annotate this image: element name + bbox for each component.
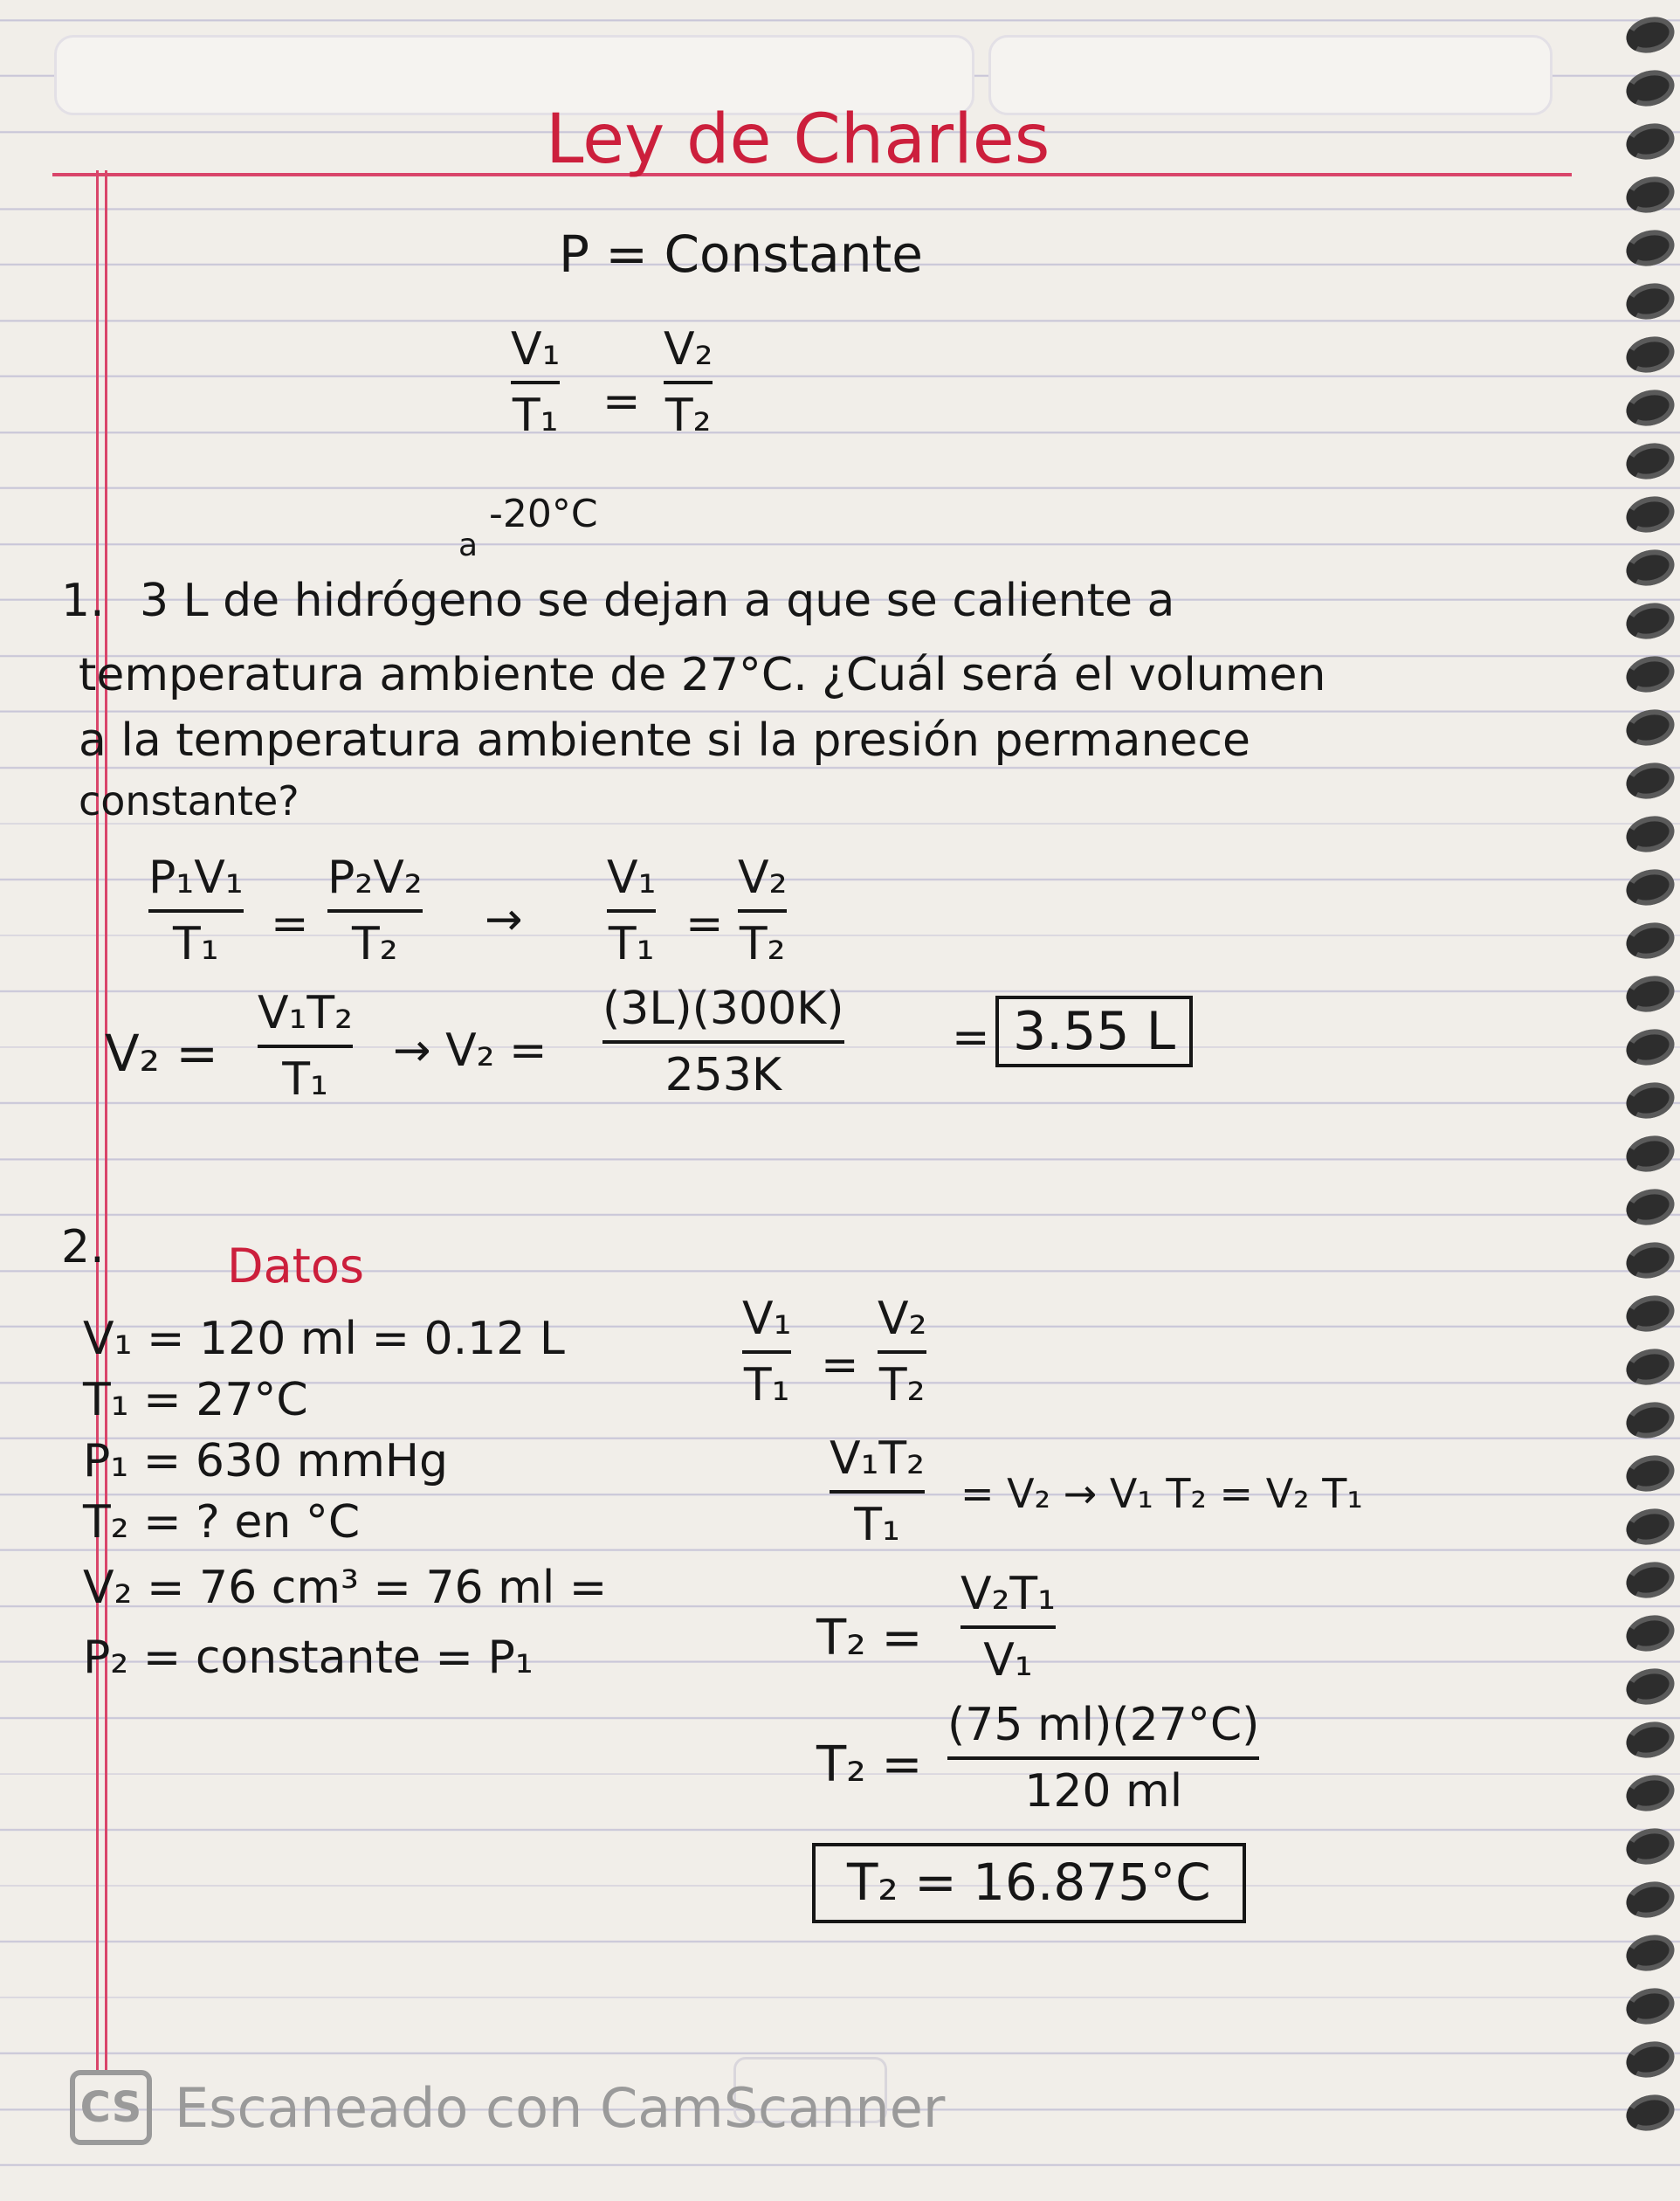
p1-eq1-arrow: → — [485, 894, 523, 946]
spiral-binding — [1628, 17, 1680, 2184]
p2-t2-den: V₁ — [983, 1634, 1033, 1687]
data-item-t2: T₂ = ? en °C — [83, 1496, 361, 1549]
p1-eq1-right-num2: V₂ — [738, 852, 788, 904]
p2-t2-frac — [960, 1568, 1056, 1687]
spiral-ring — [1622, 1183, 1678, 1230]
annotation-temp: -20°C — [489, 492, 598, 536]
spiral-ring — [1622, 1290, 1678, 1336]
p1-v2-num: V₁T₂ — [258, 987, 354, 1039]
spiral-ring — [1622, 970, 1678, 1017]
law-t2: T₂ — [664, 390, 712, 442]
p1-eq1-mid — [327, 852, 423, 970]
data-item-v2: V₂ = 76 cm³ = 76 ml = — [83, 1562, 608, 1614]
problem1-line4: constante? — [79, 777, 300, 825]
frac-bar — [947, 1756, 1259, 1760]
p2-f2-frac — [830, 1432, 925, 1551]
page-title: Ley de Charles — [546, 100, 1050, 179]
p1-eq1-equals-2: = — [685, 898, 724, 950]
p2-f1-equals: = — [821, 1339, 859, 1391]
spiral-ring — [1622, 1876, 1678, 1922]
law-condition: P = Constante — [559, 224, 923, 284]
p2-f1-left — [742, 1293, 791, 1411]
margin-line-2 — [96, 170, 99, 2074]
spiral-ring — [1622, 1556, 1678, 1603]
spiral-ring — [1622, 704, 1678, 750]
frac-bar — [258, 1045, 353, 1048]
spiral-ring — [1622, 1929, 1678, 1976]
frac-bar — [607, 909, 656, 913]
spiral-ring — [1622, 171, 1678, 217]
law-v2: V₂ — [664, 323, 713, 376]
spiral-ring — [1622, 224, 1678, 271]
spiral-ring — [1622, 1077, 1678, 1123]
data-item-t1: T₁ = 27°C — [83, 1374, 308, 1426]
data-item-p1: P₁ = 630 mmHg — [83, 1435, 449, 1487]
spiral-ring — [1622, 2036, 1678, 2082]
spiral-ring — [1622, 1343, 1678, 1390]
p1-eq1-right-num1: V₁ — [607, 852, 657, 904]
law-frac-left — [511, 323, 560, 442]
frac-bar — [830, 1490, 925, 1494]
p1-eq1-right2 — [738, 852, 787, 970]
p1-v2-sub-num: (3L)(300K) — [602, 983, 844, 1035]
p1-eq1-right-den2: T₂ — [739, 918, 786, 970]
p2-f1-right — [878, 1293, 926, 1411]
p2-result-box: T₂ = 16.875°C — [812, 1843, 1246, 1923]
frac-bar — [960, 1625, 1056, 1629]
p2-t2b-label: T₂ = — [816, 1736, 923, 1793]
spiral-ring — [1622, 1823, 1678, 1869]
p2-t2b-num: (75 ml)(27°C) — [947, 1699, 1260, 1751]
spiral-ring — [1622, 65, 1678, 111]
p2-t2b-frac — [947, 1699, 1259, 1818]
p2-f1-num1: V₁ — [742, 1293, 792, 1345]
p1-eq1-right1 — [607, 852, 656, 970]
p1-v2-den: T₁ — [282, 1053, 328, 1106]
p2-t2b-den: 120 ml — [1024, 1765, 1183, 1818]
p2-f1-num2: V₂ — [878, 1293, 927, 1345]
spiral-ring — [1622, 1503, 1678, 1549]
p1-result-box: 3.55 L — [995, 996, 1193, 1067]
law-t1: T₁ — [512, 390, 559, 442]
spiral-ring — [1622, 1770, 1678, 1816]
p2-f1-den1: T₁ — [743, 1359, 790, 1411]
problem1-line2: temperatura ambiente de 27°C. ¿Cuál será el volumen — [79, 649, 1326, 701]
annotation-a: a — [458, 528, 479, 563]
p1-eq1-mid-den: T₂ — [352, 918, 398, 970]
p1-eq1-equals: = — [271, 898, 309, 950]
p1-eq1-right-den1: T₁ — [608, 918, 655, 970]
spiral-ring — [1622, 917, 1678, 963]
spiral-ring — [1622, 1610, 1678, 1656]
p2-t2-num: V₂T₁ — [960, 1568, 1057, 1620]
p1-eq1-mid-num: P₂V₂ — [327, 852, 423, 904]
frac-bar — [327, 909, 423, 913]
p1-eq1-left-num: P₁V₁ — [148, 852, 244, 904]
problem2-number: 2. — [61, 1221, 105, 1273]
spiral-ring — [1622, 651, 1678, 697]
margin-line — [105, 170, 107, 2074]
p1-v2-sub-label: → V₂ = — [393, 1025, 547, 1077]
frac-bar — [738, 909, 787, 913]
p2-f2-num: V₁T₂ — [830, 1432, 926, 1485]
spiral-ring — [1622, 1130, 1678, 1176]
frac-bar — [511, 381, 560, 384]
spiral-ring — [1622, 1450, 1678, 1496]
spiral-ring — [1622, 811, 1678, 857]
frac-bar — [664, 381, 713, 384]
spiral-ring — [1622, 1716, 1678, 1763]
spiral-ring — [1622, 384, 1678, 431]
spiral-ring — [1622, 1663, 1678, 1709]
spiral-ring — [1622, 757, 1678, 804]
p1-v2-sub-den: 253K — [664, 1049, 781, 1101]
spiral-ring — [1622, 2089, 1678, 2135]
law-v1: V₁ — [511, 323, 561, 376]
spiral-ring — [1622, 491, 1678, 537]
problem1-line3: a la temperatura ambiente si la presión permanece — [79, 714, 1250, 767]
problem1-line1: 3 L de hidrógeno se dejan a que se caliente a — [140, 575, 1175, 627]
p2-f1-den2: T₂ — [878, 1359, 926, 1411]
spiral-ring — [1622, 1024, 1678, 1070]
frac-bar — [148, 909, 244, 913]
header-box-right — [988, 35, 1553, 115]
data-item-v1: V₁ = 120 ml = 0.12 L — [83, 1313, 565, 1365]
datos-label: Datos — [227, 1238, 365, 1294]
spiral-ring — [1622, 438, 1678, 484]
watermark-text: Escaneado con CamScanner — [175, 2075, 946, 2140]
problem1-number: 1. — [61, 575, 105, 627]
frac-bar — [602, 1040, 844, 1044]
frac-bar — [878, 1350, 926, 1354]
spiral-ring — [1622, 331, 1678, 377]
spiral-ring — [1622, 11, 1678, 58]
camscanner-logo-icon: CS — [70, 2070, 152, 2145]
spiral-ring — [1622, 1983, 1678, 2029]
frac-bar — [742, 1350, 791, 1354]
law-frac-right — [664, 323, 713, 442]
spiral-ring — [1622, 118, 1678, 164]
p2-t2-label: T₂ = — [816, 1610, 923, 1666]
data-item-p2: P₂ = constante = P₁ — [83, 1632, 534, 1684]
p1-v2-label: V₂ = — [105, 1024, 218, 1083]
camscanner-watermark — [70, 2070, 945, 2145]
p1-eq1-left-den: T₁ — [173, 918, 219, 970]
law-equals: = — [602, 376, 641, 428]
spiral-ring — [1622, 864, 1678, 910]
spiral-ring — [1622, 1237, 1678, 1283]
spiral-ring — [1622, 544, 1678, 590]
spiral-ring — [1622, 278, 1678, 324]
spiral-ring — [1622, 1397, 1678, 1443]
p2-f2-rest: = V₂ → V₁ T₂ = V₂ T₁ — [960, 1470, 1363, 1517]
p1-v2-frac — [258, 987, 353, 1106]
p2-f2-den: T₁ — [854, 1499, 900, 1551]
p1-eq1-left — [148, 852, 244, 970]
p1-v2-sub-frac — [602, 983, 844, 1101]
spiral-ring — [1622, 597, 1678, 644]
p1-result-equals: = — [952, 1011, 990, 1064]
